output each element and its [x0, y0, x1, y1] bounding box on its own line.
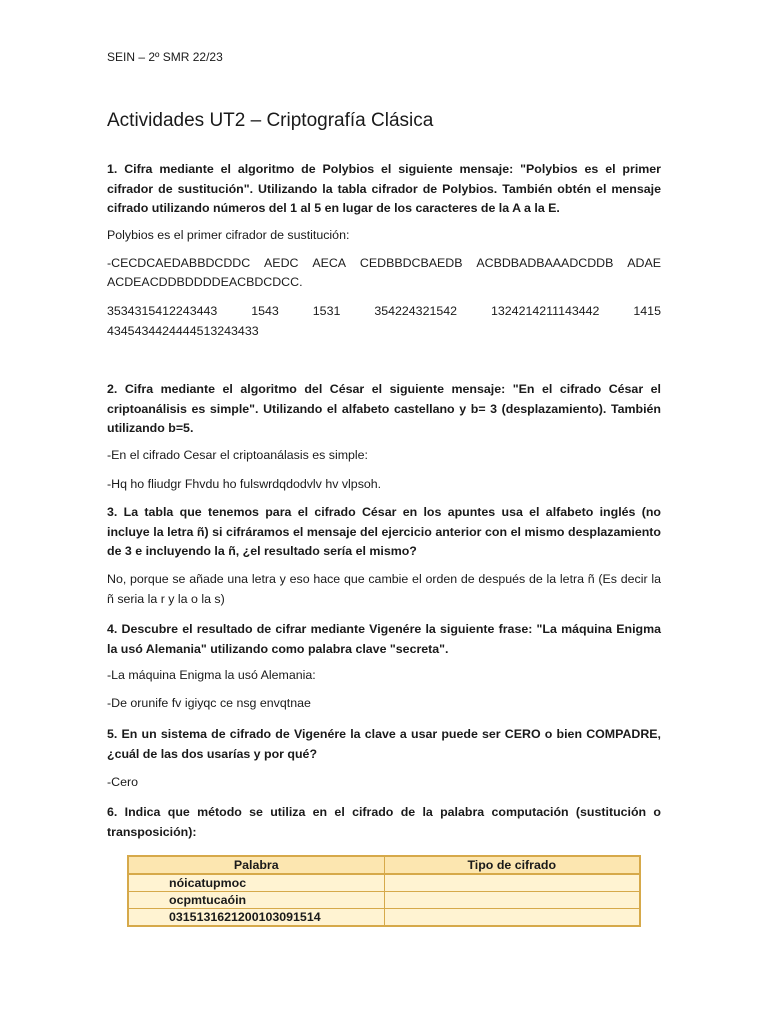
- word-cell: 031513162120010309151‌4: [128, 909, 384, 927]
- table-row: [128, 909, 640, 927]
- question-1: 1. Cifra mediante el algoritmo de Polybios el siguiente mensaje: "Polybios es el primer cifrador de sustitución". Utilizando la tabla cifrador de Polybios. También obtén el mensaje cifrado utilizando números del 1 al 5 en lugar de los caracteres de la A a la E.: [107, 162, 661, 215]
- word-cell: ocpmtucaóin: [128, 892, 384, 909]
- q1-numbers-line-1: [107, 304, 661, 318]
- table-row: [128, 874, 640, 892]
- q1-numbers-group: 1324214211143442: [491, 304, 600, 318]
- document-header: SEIN – 2º SMR 22/23: [107, 50, 223, 64]
- cipher-type-cell[interactable]: [384, 874, 640, 892]
- table-header-row: [128, 856, 640, 874]
- q1-numbers-group: 1543: [251, 304, 279, 318]
- question-3: 3. La tabla que tenemos para el cifrado César en los apuntes usa el alfabeto inglés (no incluye la letra ñ) si cifráramos el mensaje del ejercicio anterior con el mismo desplazamiento de 3 e incluyendo la ñ, ¿el resultado sería el mismo?: [107, 505, 661, 558]
- q1-letters-group: ACBDBADBAAADCDDB: [476, 256, 614, 270]
- q1-numbers-line-2: 4345434424444513243433: [107, 324, 259, 338]
- q1-numbers-group: 1531: [312, 304, 341, 318]
- cipher-table: [127, 855, 641, 927]
- q2-cipher-text: -Hq ho fliudgr Fhvdu ho fulswrdqdodvlv hv vlpsoh.: [107, 477, 382, 491]
- q1-letters-line-1: [107, 256, 661, 270]
- q1-letters-group: AEDC: [264, 256, 299, 270]
- q1-plain-text: Polybios es el primer cifrador de sustitución:: [107, 228, 350, 242]
- q1-letters-group: -CECDCAEDABBDCDDC: [107, 256, 251, 270]
- q1-letters-line-2: ACDEACDDBDDDDEACBDCDCC.: [107, 275, 303, 289]
- question-4: 4. Descubre el resultado de cifrar mediante Vigenére la siguiente frase: "La máquina Enigma la usó Alemania" utilizando como palabra clave "secreta".: [107, 622, 661, 656]
- question-2: 2. Cifra mediante el algoritmo del César el siguiente mensaje: "En el cifrado César el criptoanálisis es simple". Utilizando el alfabeto castellano y b= 3 (desplazamiento). También utilizando b=5.: [107, 382, 661, 435]
- question-5: 5. En un sistema de cifrado de Vigenére la clave a usar puede ser CERO o bien COMPADRE, ¿cuál de las dos usarías y por qué?: [107, 727, 661, 761]
- cipher-type-cell[interactable]: [384, 892, 640, 909]
- q1-letters-group: CEDBBDCBAEDB: [359, 256, 463, 270]
- q4-plain-text: -La máquina Enigma la usó Alemania:: [107, 668, 316, 682]
- q1-numbers-group: 3534315412243443: [107, 304, 218, 318]
- q3-answer: No, porque se añade una letra y eso hace que cambie el orden de después de la letra ñ (Es decir la ñ seria la r y la o la s): [107, 572, 661, 606]
- question-6: 6. Indica que método se utiliza en el cifrado de la palabra computación (sustitución o transposición):: [107, 805, 661, 839]
- q1-letters-group: AECA: [312, 256, 347, 270]
- q1-numbers-group: 1415: [633, 304, 661, 318]
- cipher-type-cell[interactable]: [384, 909, 640, 927]
- column-header-palabra: Palabra: [128, 856, 384, 874]
- q5-answer: -Cero: [107, 775, 138, 789]
- q2-plain-text: -En el cifrado Cesar el criptoanálasis es simple:: [107, 448, 369, 462]
- table-row: [128, 892, 640, 909]
- word-cell: nóicatupmoc: [128, 874, 384, 892]
- q4-cipher-text: -De orunife fv igiyqc ce nsg envqtnae: [107, 696, 311, 710]
- column-header-tipo: Tipo de cifrado: [384, 856, 640, 874]
- q1-letters-group: ADAE: [627, 256, 661, 270]
- q1-numbers-group: 354224321542: [374, 304, 458, 318]
- document-title: Actividades UT2 – Criptografía Clásica: [107, 110, 434, 131]
